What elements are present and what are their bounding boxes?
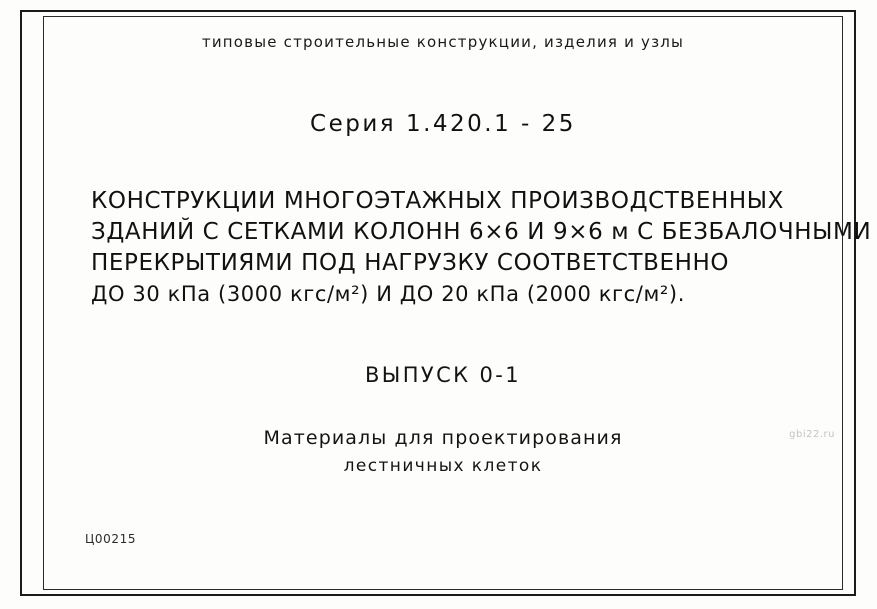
series-number: Серия 1.420.1 - 25	[310, 111, 576, 137]
document-title	[91, 186, 872, 310]
title-line-4: ДО 30 кПа (3000 кгс/м²) И ДО 20 кПа (2000 кгс/м²).	[91, 282, 685, 306]
title-line-2: ЗДАНИЙ С СЕТКАМИ КОЛОНН 6×6 И 9×6 м С БЕЗБАЛОЧНЫМИ	[91, 219, 872, 245]
page-content	[43, 16, 872, 590]
title-line-1: КОНСТРУКЦИИ МНОГОЭТАЖНЫХ ПРОИЗВОДСТВЕННЫХ	[91, 188, 785, 214]
document-code: Ц00215	[85, 532, 137, 546]
subtitle-line-2: лестничных клеток	[343, 456, 543, 476]
issue-number: ВЫПУСК 0-1	[364, 363, 522, 387]
document-header: типовые строительные конструкции, изделия и узлы	[201, 33, 685, 51]
title-line-3: ПЕРЕКРЫТИЯМИ ПОД НАГРУЗКУ СООТВЕТСТВЕННО	[91, 250, 730, 276]
watermark: gbi22.ru	[789, 429, 835, 440]
subtitle-line-1: Материалы для проектирования	[263, 427, 623, 449]
document-subtitle	[43, 424, 843, 480]
